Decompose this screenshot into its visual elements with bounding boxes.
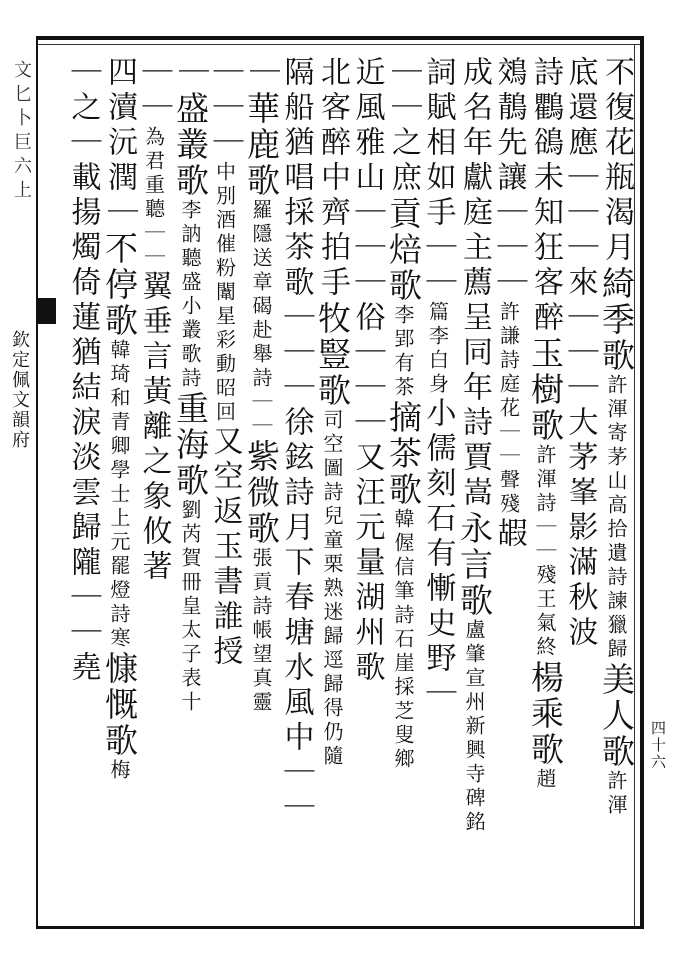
entry-heading: 慷慨歌 bbox=[100, 651, 139, 759]
body-text: ｜ bbox=[173, 56, 208, 91]
entry-heading: 不停歌 bbox=[100, 231, 139, 339]
text-column bbox=[136, 56, 172, 916]
annotation-text: 許渾詩｜｜殘王氣終 bbox=[533, 444, 557, 660]
text-column bbox=[349, 56, 385, 916]
entry-heading: 牧豎歌 bbox=[313, 301, 352, 409]
annotation-text: 篇李白身 bbox=[425, 301, 450, 397]
annotation-text: 韓偓信筆詩石崖採芝叟鄉 bbox=[391, 508, 415, 772]
body-text: 成名年獻庭主薦呈同年詩賈嵩 bbox=[457, 56, 492, 511]
body-text: ｜｜之庶 bbox=[386, 56, 421, 196]
body-text: 又空返玉書誰授 bbox=[207, 425, 243, 670]
body-text: 燭倚蓮猶結淚淡雲歸隴｜｜ bbox=[65, 231, 101, 651]
text-column bbox=[420, 56, 456, 916]
annotation-text: 韓琦和青卿學士上元罷燈詩寒 bbox=[107, 339, 131, 651]
text-column bbox=[65, 56, 101, 916]
body-text: ｜｜ bbox=[136, 56, 172, 126]
fishtail-mark bbox=[36, 298, 56, 324]
annotation-text: 中別酒催粉闈星彩動昭回 bbox=[212, 161, 237, 425]
frame-right-inner-rule bbox=[634, 44, 635, 926]
annotation-text: 劉芮賀冊皇太子表十 bbox=[178, 499, 202, 715]
text-column bbox=[491, 56, 527, 916]
entry-heading: 華鹿歌 bbox=[242, 91, 281, 199]
entry-heading: 盛叢歌 bbox=[171, 91, 210, 199]
frame-bottom-rule bbox=[36, 926, 640, 929]
body-text: 山｜｜｜ bbox=[349, 161, 385, 301]
text-column bbox=[562, 56, 598, 916]
annotation-text: 盧肇宣州新興寺碑銘 bbox=[462, 619, 486, 835]
body-text: 小儒刻石有慚史野｜ bbox=[420, 397, 456, 712]
text-column bbox=[242, 56, 281, 916]
annotation-text: 為君重聽｜｜ bbox=[141, 126, 166, 270]
frame-top-rule bbox=[36, 36, 640, 40]
body-text: 不復花瓶渴月 bbox=[599, 56, 634, 266]
margin-book-title: 欽定佩文韻府 bbox=[9, 330, 30, 450]
body-text: ｜ bbox=[244, 56, 279, 91]
frame-top-inner-rule bbox=[36, 44, 640, 45]
entry-heading: 摘茶歌 bbox=[384, 400, 423, 508]
text-column bbox=[100, 56, 139, 916]
text-column bbox=[207, 56, 243, 916]
frame-left-rule bbox=[36, 36, 38, 929]
text-column bbox=[597, 56, 636, 916]
annotation-text: 李訥聽盛小叢歌詩 bbox=[178, 199, 202, 391]
margin-top-fragment: 文匕卜巨六上 bbox=[11, 60, 32, 204]
entry-heading: 綺季歌 bbox=[597, 266, 636, 374]
entry-heading: 紫微歌 bbox=[242, 439, 281, 547]
body-text: 鵁鶄先讓｜｜｜ bbox=[491, 56, 527, 301]
text-column bbox=[313, 56, 352, 916]
body-text: 翼垂言黃離之象攸著 bbox=[136, 270, 172, 585]
text-column bbox=[526, 56, 565, 916]
body-text: 堯 bbox=[65, 651, 101, 686]
body-text: 詞賦相如手｜｜ bbox=[420, 56, 456, 301]
annotation-text: 趙 bbox=[533, 768, 557, 792]
body-text: 隔船猶唱採茶歌｜｜｜徐鉉詩月下春塘水風中｜｜ bbox=[278, 56, 314, 826]
body-text: 四瀆沅潤｜ bbox=[102, 56, 137, 231]
text-column bbox=[384, 56, 423, 916]
body-text: 嘏 bbox=[491, 517, 527, 552]
annotation-text: 司空圖詩兒童栗熟迷歸逕歸得仍隨 bbox=[320, 409, 344, 769]
body-text: ｜｜｜ bbox=[207, 56, 243, 161]
body-text: 北客醉中齊拍手 bbox=[315, 56, 350, 301]
text-column bbox=[278, 56, 314, 916]
annotation-text: 羅隱送章碣赴舉詩｜｜ bbox=[249, 199, 273, 439]
entry-heading: 重海歌 bbox=[171, 391, 210, 499]
body-text: 近風雅 bbox=[349, 56, 385, 161]
entry-heading: 玉樹歌 bbox=[526, 336, 565, 444]
annotation-text: 張貢詩帳望真靈 bbox=[249, 547, 273, 715]
body-text: 詩鸜鵒未知狂客醉 bbox=[528, 56, 563, 336]
body-text: 俗｜｜｜又汪元量湖州歌 bbox=[349, 301, 385, 686]
body-text: 底還應｜｜｜來｜｜｜大茅峯影滿秋波 bbox=[562, 56, 598, 651]
body-text: ｜之｜載揚 bbox=[65, 56, 101, 231]
folio-number: 四十六 bbox=[649, 720, 667, 771]
frame-right-rule bbox=[640, 36, 644, 929]
annotation-text: 梅 bbox=[107, 759, 131, 783]
entry-heading: 楊乘歌 bbox=[526, 660, 565, 768]
annotation-text: 李郢有茶 bbox=[391, 304, 415, 400]
entry-heading: 永言歌 bbox=[455, 511, 494, 619]
annotation-text: 許渾寄茅山高拾遺詩諫獵歸 bbox=[604, 374, 628, 662]
entry-heading: 貢焙歌 bbox=[384, 196, 423, 304]
annotation-text: 許渾 bbox=[604, 770, 628, 818]
text-column bbox=[171, 56, 210, 916]
annotation-text: 許謙詩庭花｜｜聲殘 bbox=[496, 301, 521, 517]
text-column bbox=[455, 56, 494, 916]
entry-heading: 美人歌 bbox=[597, 662, 636, 770]
